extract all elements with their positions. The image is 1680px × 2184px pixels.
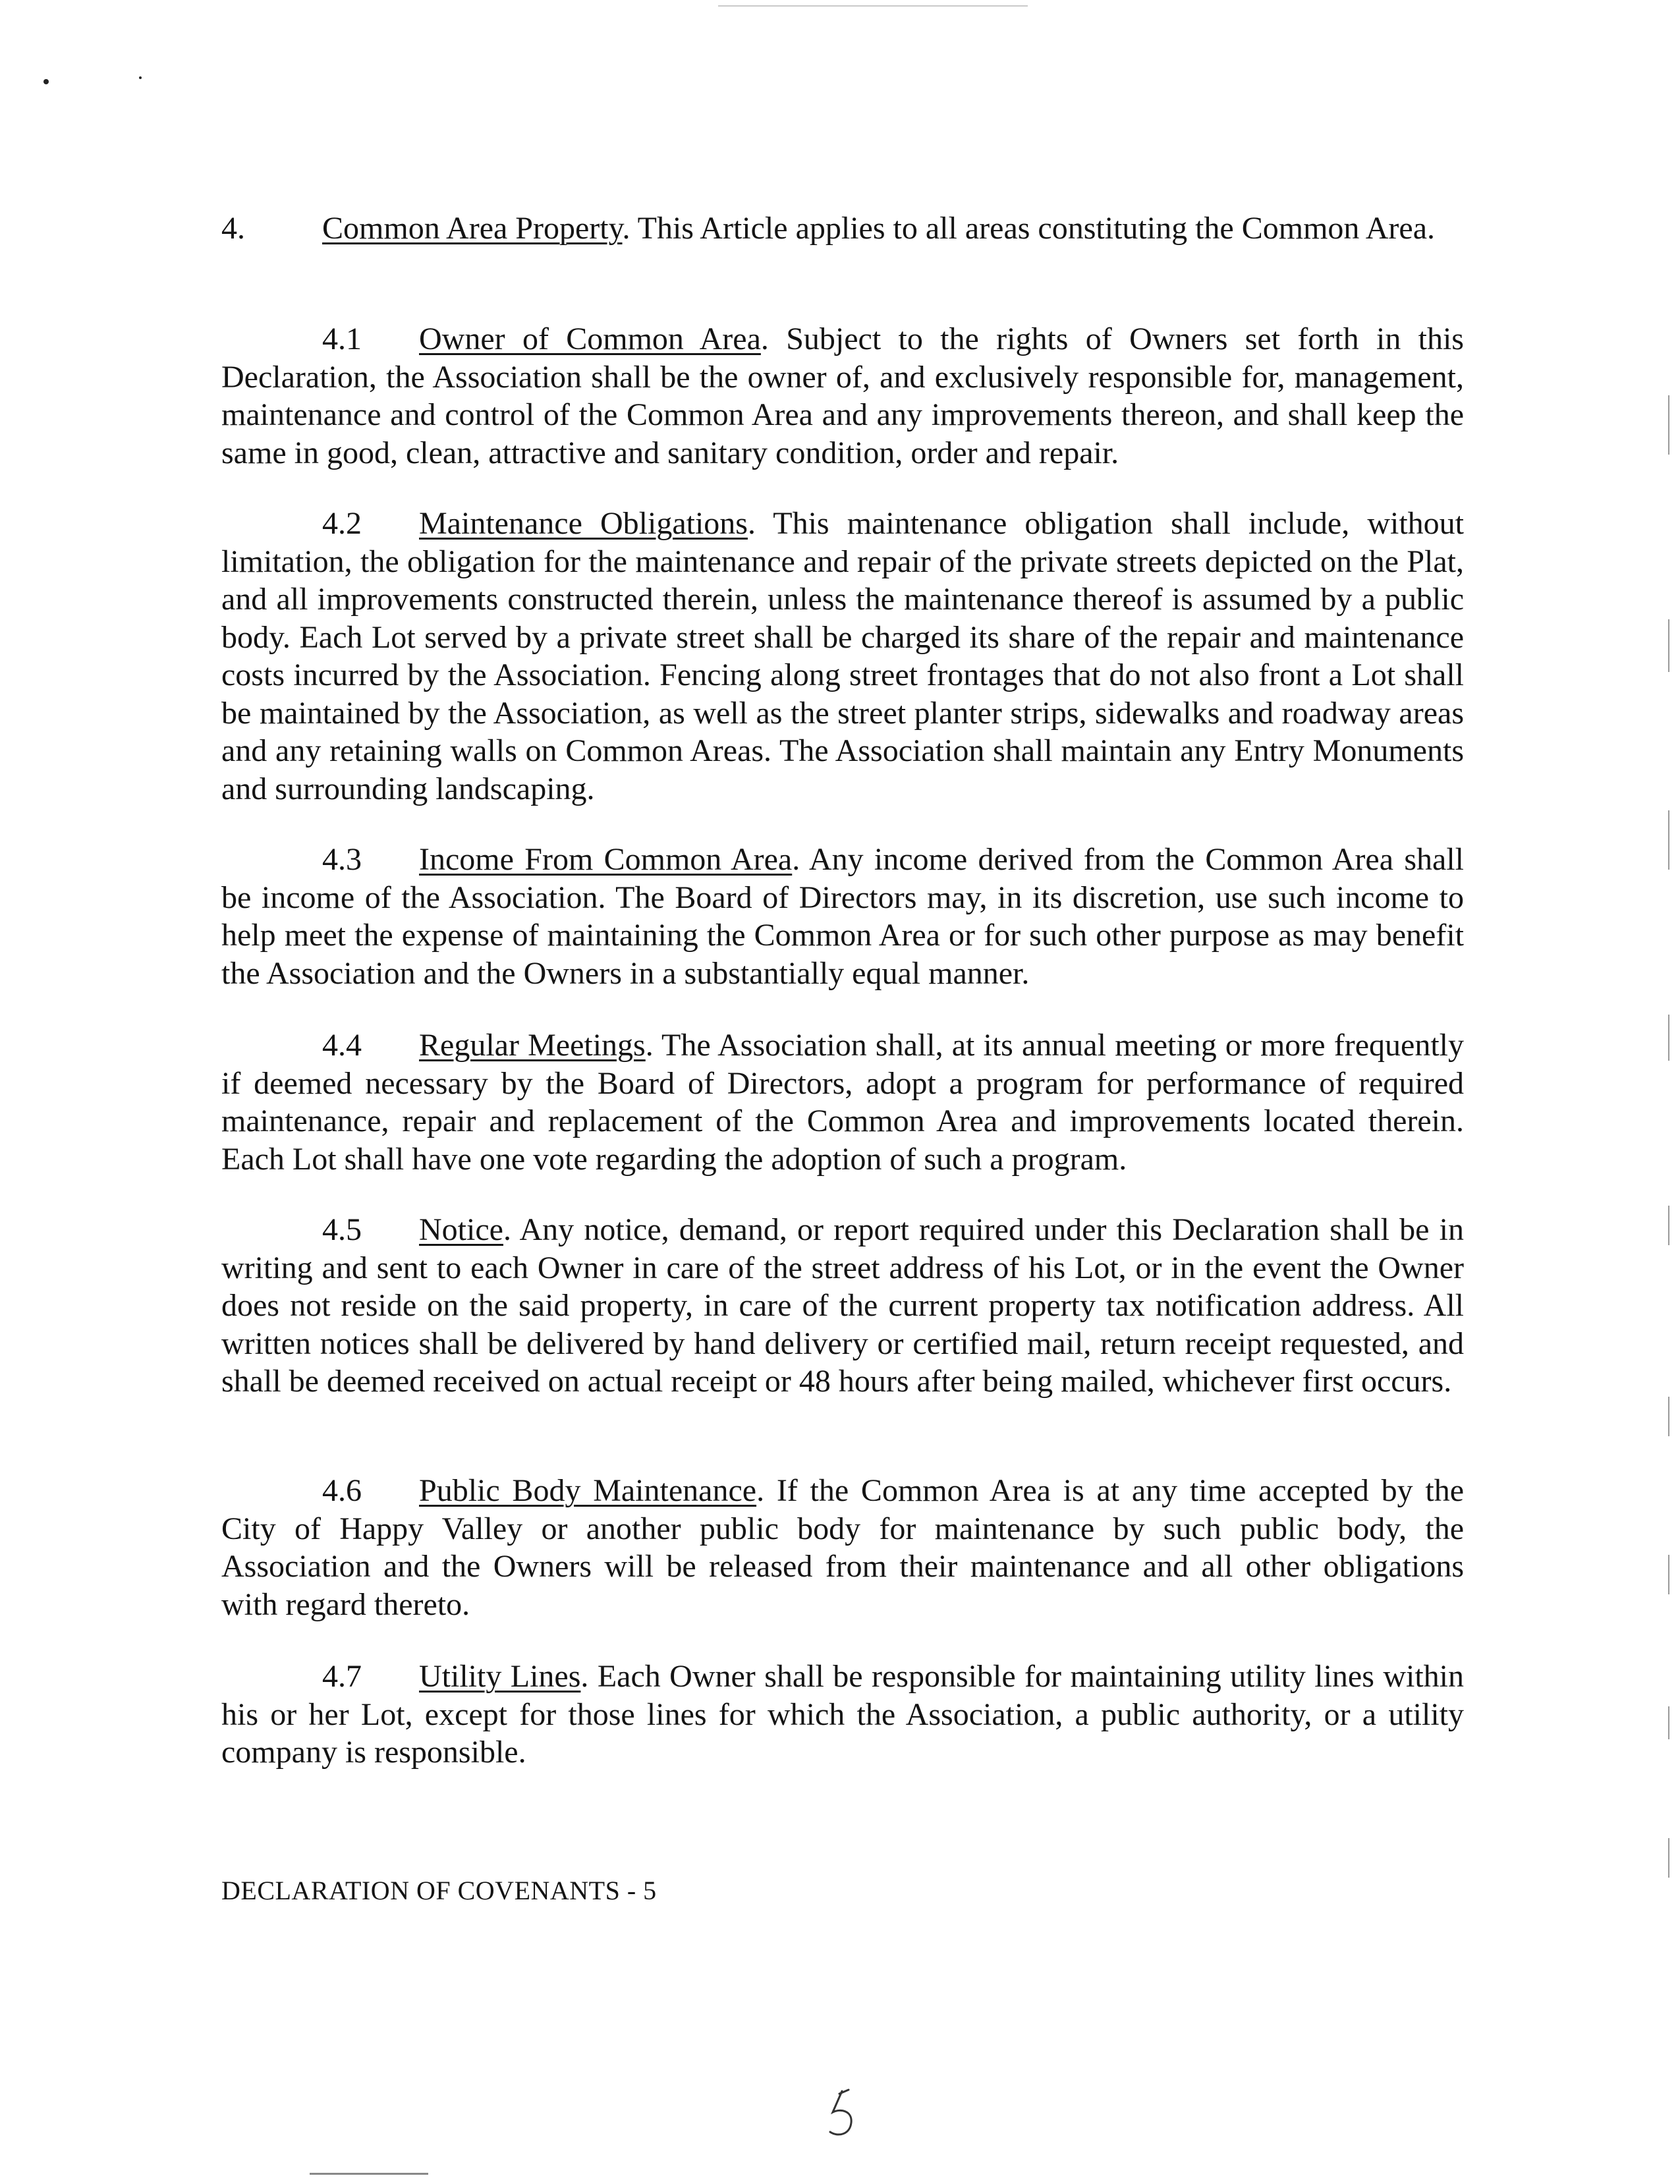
scan-artifact-top (718, 5, 1028, 7)
subsection-text: . The Association shall, at its annual meeting or more frequently if deemed necessary by the Board of Directors, adopt a program for performance of required maintenance, repair and replacement of the Common Area and improvements located therein. Each Lot shall have one vote regarding the adoption of such a program. (221, 1028, 1464, 1177)
subsection-4-7 (221, 1658, 1464, 1772)
scan-artifact-bottom (310, 2173, 428, 2175)
subsection-text: . Each Owner shall be responsible for maintaining utility lines within his or her Lot, except for those lines for which the Association, a public authority, or a utility company is responsible. (221, 1659, 1464, 1770)
subsection-4-1 (221, 320, 1464, 472)
scan-speck (139, 76, 142, 79)
subsection-text: . This maintenance obligation shall include, without limitation, the obligation for the maintenance and repair of the private streets depicted on the Plat, and all improvements constructed therein, unless the maintenance thereof is assumed by a public body. Each Lot served by a private street shall be charged its share of the repair and maintenance costs incurred by the Association. Fencing along street frontages that do not also front a Lot shall be maintained by the Association, as well as the street planter strips, sidewalks and roadway areas and any retaining walls on Common Areas. The Association shall maintain any Entry Monuments and surrounding landscaping. (221, 506, 1464, 806)
section-number: 4. (221, 211, 245, 246)
subsection-number: 4.5 (322, 1212, 362, 1247)
section-4 (221, 210, 1464, 248)
subsection-number: 4.2 (322, 506, 362, 541)
scan-artifact-edge-6 (1668, 1397, 1669, 1436)
subsection-text: . If the Common Area is at any time accepted by the City of Happy Valley or another public body for maintenance by such public body, the Association and the Owners will be released from their maintenance and all other obligations with regard thereto. (221, 1473, 1464, 1622)
subsection-heading: Notice (419, 1212, 503, 1247)
scan-artifact-edge-2 (1668, 619, 1669, 672)
subsection-text: . Subject to the rights of Owners set forth in this Declaration, the Association shall be the owner of, and exclusively responsible for, management, maintenance and control of the Common Area and any improvements thereon, and shall keep the same in good, clean, attractive and sanitary condition, order and repair. (221, 322, 1464, 470)
subsection-4-4 (221, 1026, 1464, 1178)
subsection-4-5 (221, 1211, 1464, 1401)
scan-artifact-edge-7 (1668, 1555, 1669, 1594)
handwritten-page-number (822, 2088, 862, 2141)
subsection-heading: Income From Common Area (419, 842, 793, 877)
subsection-number: 4.3 (322, 842, 362, 877)
subsection-heading: Utility Lines (419, 1659, 581, 1694)
scan-artifact-edge-1 (1668, 395, 1669, 455)
subsection-number: 4.6 (322, 1473, 362, 1508)
subsection-heading: Regular Meetings (419, 1028, 646, 1063)
scan-artifact-edge-9 (1668, 1838, 1669, 1878)
subsection-text: . Any income derived from the Common Area shall be income of the Association. The Board of Directors may, in its discretion, use such income to help meet the expense of maintaining the Common Area or for such other purpose as may benefit the Association and the Owners in a substantially equal manner. (221, 842, 1464, 991)
section-heading: Common Area Property (322, 211, 623, 246)
subsection-heading: Public Body Maintenance (419, 1473, 757, 1508)
subsection-heading: Maintenance Obligations (419, 506, 748, 541)
scan-speck (43, 79, 49, 84)
scan-artifact-edge-8 (1668, 1706, 1669, 1739)
subsection-4-6 (221, 1472, 1464, 1623)
subsection-4-2 (221, 505, 1464, 808)
subsection-number: 4.4 (322, 1028, 362, 1063)
subsection-number: 4.7 (322, 1659, 362, 1694)
scan-artifact-edge-5 (1668, 1206, 1669, 1245)
section-text: . This Article applies to all areas constituting the Common Area. (622, 211, 1436, 246)
subsection-heading: Owner of Common Area (419, 322, 761, 356)
subsection-text: . Any notice, demand, or report required under this Declaration shall be in writing and sent to each Owner in care of the street address of his Lot, or in the event the Owner does not reside on the said property, in care of the current property tax notification address. All written notices shall be delivered by hand delivery or certified mail, return receipt requested, and shall be deemed received on actual receipt or 48 hours after being mailed, whichever first occurs. (221, 1212, 1464, 1399)
scan-artifact-edge-3 (1668, 810, 1669, 870)
scan-artifact-edge-4 (1668, 1015, 1669, 1061)
subsection-number: 4.1 (322, 322, 362, 356)
page-footer: DECLARATION OF COVENANTS - 5 (221, 1876, 657, 1905)
subsection-4-3 (221, 841, 1464, 992)
